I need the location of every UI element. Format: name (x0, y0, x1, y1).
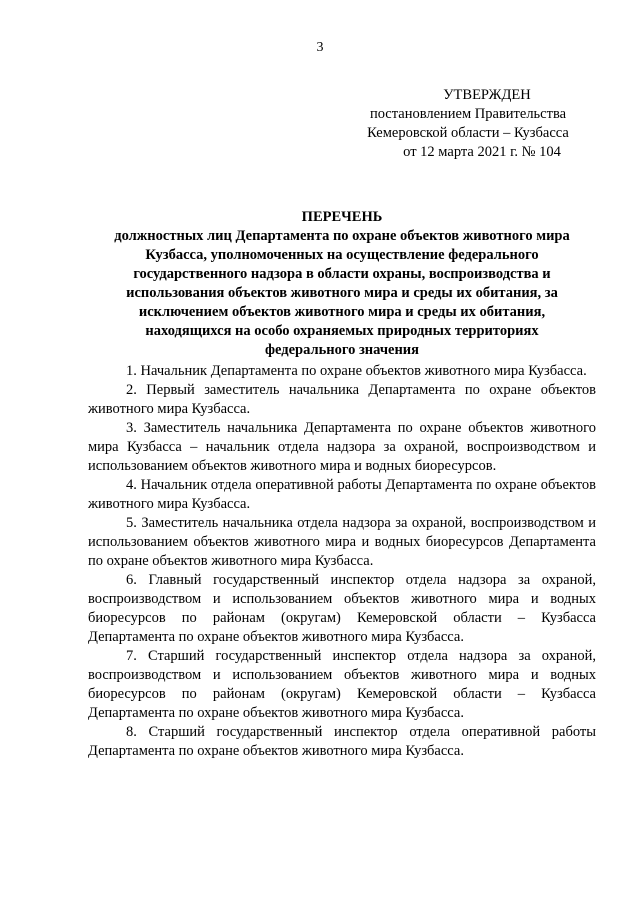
title-subtitle-line: находящихся на особо охраняемых природных территориях (145, 323, 539, 339)
title-heading: ПЕРЕЧЕНЬ (301, 209, 383, 225)
list-item: 6. Главный государственный инспектор отдела надзора за охраной, воспроизводством и использованием объектов животного мира и водных биоресурсов по районам (округам) Кемеровской области – Кузбасса Департамента по охране объектов животного мира Кузбасса. (88, 572, 596, 645)
list-item: 4. Начальник отдела оперативной работы Департамента по охране объектов животного мира Кузбасса. (88, 477, 596, 512)
list-item: 1. Начальник Департамента по охране объектов животного мира Кузбасса. (126, 363, 587, 379)
document-title (88, 208, 596, 360)
title-subtitle-line: исключением объектов животного мира и среды их обитания, (138, 304, 546, 320)
title-subtitle-line: федерального значения (264, 342, 419, 358)
positions-list (88, 362, 596, 761)
approval-line: от 12 марта 2021 г. № 104 (403, 144, 561, 160)
list-item: 8. Старший государственный инспектор отдела оперативной работы Департамента по охране объектов животного мира Кузбасса. (88, 724, 596, 759)
title-subtitle-line: использования объектов животного мира и среды их обитания, за (126, 285, 558, 301)
list-item: 5. Заместитель начальника отдела надзора за охраной, воспроизводством и использованием объектов животного мира и водных биоресурсов Департамента по охране объектов животного мира Кузбасса. (88, 515, 596, 569)
approval-stamp (348, 86, 588, 162)
approval-line: УТВЕРЖДЕН (443, 87, 531, 103)
list-item: 3. Заместитель начальника Департамента по охране объектов животного мира Кузбасса – начальник отдела надзора за охраной, воспроизводством и использованием объектов животного мира и водных биоресурсов. (88, 420, 596, 474)
list-item: 2. Первый заместитель начальника Департамента по охране объектов животного мира Кузбасса. (88, 382, 596, 417)
approval-line: Кемеровской области – Кузбасса (367, 125, 569, 141)
list-item: 7. Старший государственный инспектор отдела надзора за охраной, воспроизводством и использованием объектов животного мира и водных биоресурсов по районам (округам) Кемеровской области – Кузбасса Департамента по охране объектов животного мира Кузбасса. (88, 648, 596, 721)
approval-line: постановлением Правительства (369, 106, 567, 122)
page-number: 3 (316, 40, 324, 55)
title-subtitle-line: Кузбасса, уполномоченных на осуществление федерального (145, 247, 539, 263)
title-subtitle-line: должностных лиц Департамента по охране объектов животного мира (114, 228, 570, 244)
title-subtitle-line: государственного надзора в области охраны, воспроизводства и (133, 266, 551, 282)
